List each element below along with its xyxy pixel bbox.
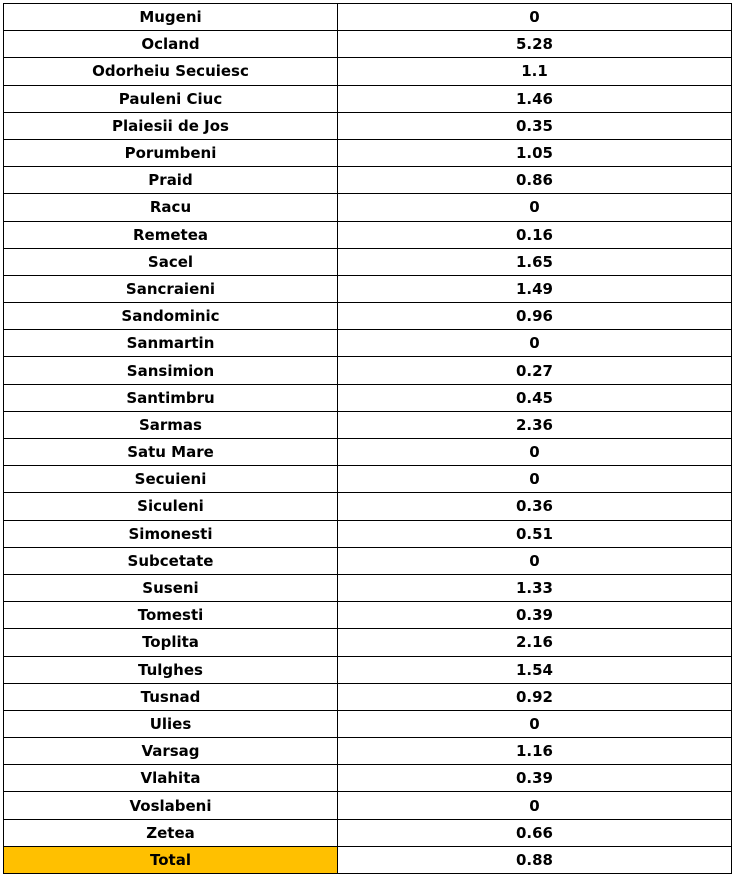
table-row (4, 792, 732, 819)
locality-value-cell: 0.35 (338, 112, 732, 139)
locality-value-cell: 2.36 (338, 411, 732, 438)
locality-name-cell: Sacel (4, 248, 338, 275)
locality-name-cell: Siculeni (4, 493, 338, 520)
table-row (4, 357, 732, 384)
locality-value-cell: 0.39 (338, 765, 732, 792)
table-row (4, 819, 732, 846)
locality-name-cell: Suseni (4, 574, 338, 601)
locality-name-cell: Satu Mare (4, 439, 338, 466)
table-row (4, 629, 732, 656)
table-row (4, 275, 732, 302)
locality-name-cell: Varsag (4, 738, 338, 765)
table-row (4, 547, 732, 574)
locality-name-cell: Sancraieni (4, 275, 338, 302)
table-row (4, 520, 732, 547)
locality-value-cell: 1.16 (338, 738, 732, 765)
table-row (4, 710, 732, 737)
locality-value-cell: 0 (338, 194, 732, 221)
locality-value-cell: 0.27 (338, 357, 732, 384)
table-row (4, 656, 732, 683)
locality-value-cell: 0 (338, 547, 732, 574)
locality-value-cell: 5.28 (338, 31, 732, 58)
locality-value-cell: 1.65 (338, 248, 732, 275)
locality-name-cell: Zetea (4, 819, 338, 846)
locality-name-cell: Odorheiu Secuiesc (4, 58, 338, 85)
locality-value-cell: 1.1 (338, 58, 732, 85)
locality-name-cell: Porumbeni (4, 139, 338, 166)
locality-name-cell: Secuieni (4, 466, 338, 493)
locality-value-cell: 1.49 (338, 275, 732, 302)
locality-name-cell: Pauleni Ciuc (4, 85, 338, 112)
locality-value-cell: 0.96 (338, 303, 732, 330)
table-row (4, 139, 732, 166)
locality-value-cell: 0.45 (338, 384, 732, 411)
locality-name-cell: Sanmartin (4, 330, 338, 357)
locality-value-cell: 0.92 (338, 683, 732, 710)
locality-value-cell: 1.46 (338, 85, 732, 112)
locality-name-cell: Voslabeni (4, 792, 338, 819)
locality-name-cell: Subcetate (4, 547, 338, 574)
table-row (4, 384, 732, 411)
locality-value-cell: 0 (338, 792, 732, 819)
locality-value-cell: 1.05 (338, 139, 732, 166)
table-row (4, 411, 732, 438)
locality-name-cell: Simonesti (4, 520, 338, 547)
locality-values-table (3, 3, 732, 874)
locality-value-cell: 0.16 (338, 221, 732, 248)
table-row (4, 439, 732, 466)
locality-name-cell: Mugeni (4, 4, 338, 31)
table-row (4, 683, 732, 710)
locality-name-cell: Praid (4, 167, 338, 194)
table-row (4, 248, 732, 275)
table-body (4, 4, 732, 874)
locality-name-cell: Santimbru (4, 384, 338, 411)
locality-name-cell: Toplita (4, 629, 338, 656)
locality-value-cell: 0.39 (338, 602, 732, 629)
table-row (4, 167, 732, 194)
locality-value-cell: 2.16 (338, 629, 732, 656)
table-row (4, 602, 732, 629)
table-row (4, 303, 732, 330)
table-row (4, 738, 732, 765)
locality-name-cell: Sandominic (4, 303, 338, 330)
locality-value-cell: 1.54 (338, 656, 732, 683)
data-table-container (3, 3, 731, 874)
table-row (4, 112, 732, 139)
table-row (4, 221, 732, 248)
locality-name-cell: Racu (4, 194, 338, 221)
locality-name-cell: Remetea (4, 221, 338, 248)
table-row (4, 330, 732, 357)
table-row (4, 4, 732, 31)
table-row (4, 574, 732, 601)
locality-name-cell: Plaiesii de Jos (4, 112, 338, 139)
locality-value-cell: 0.51 (338, 520, 732, 547)
total-row (4, 846, 732, 873)
locality-name-cell: Tulghes (4, 656, 338, 683)
locality-name-cell: Sarmas (4, 411, 338, 438)
total-value-cell: 0.88 (338, 846, 732, 873)
table-row (4, 85, 732, 112)
locality-value-cell: 0 (338, 710, 732, 737)
locality-name-cell: Sansimion (4, 357, 338, 384)
locality-value-cell: 1.33 (338, 574, 732, 601)
locality-name-cell: Ulies (4, 710, 338, 737)
table-row (4, 31, 732, 58)
table-row (4, 58, 732, 85)
table-row (4, 765, 732, 792)
locality-value-cell: 0.66 (338, 819, 732, 846)
locality-name-cell: Ocland (4, 31, 338, 58)
locality-name-cell: Tomesti (4, 602, 338, 629)
locality-name-cell: Vlahita (4, 765, 338, 792)
table-row (4, 194, 732, 221)
locality-value-cell: 0.36 (338, 493, 732, 520)
table-row (4, 466, 732, 493)
locality-value-cell: 0 (338, 466, 732, 493)
locality-value-cell: 0 (338, 4, 732, 31)
locality-name-cell: Tusnad (4, 683, 338, 710)
locality-value-cell: 0 (338, 439, 732, 466)
locality-value-cell: 0.86 (338, 167, 732, 194)
table-row (4, 493, 732, 520)
locality-value-cell: 0 (338, 330, 732, 357)
total-label-cell: Total (4, 846, 338, 873)
